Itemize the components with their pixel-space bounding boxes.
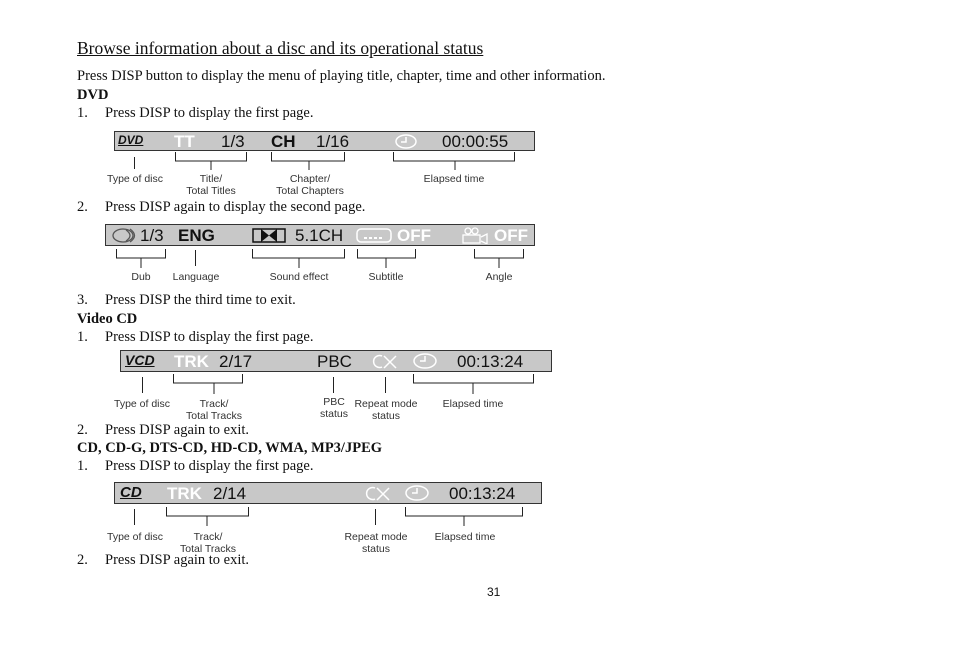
title-label-line2: Total Titles: [186, 185, 236, 197]
elapsed-time-value: 00:00:55: [442, 132, 509, 151]
step-text: Press DISP again to exit.: [105, 422, 250, 438]
trk-label: TRK: [167, 484, 202, 503]
dub-label: Dub: [131, 271, 151, 283]
language-value: ENG: [178, 226, 215, 245]
repeat-label-line2: status: [361, 543, 391, 555]
repeat-label-line1: Repeat mode: [344, 531, 408, 543]
elapsed-time-label: Elapsed time: [423, 173, 485, 185]
vcd-heading: Video CD: [77, 311, 138, 327]
step-text: Press DISP to display the first page.: [105, 105, 314, 121]
subtitle-value: OFF: [397, 226, 431, 245]
step-number: 1.: [77, 105, 88, 121]
angle-label: Angle: [485, 271, 513, 283]
step-number: 2.: [77, 552, 88, 568]
dvd-heading: DVD: [77, 87, 109, 103]
step-text: Press DISP again to exit.: [105, 552, 250, 568]
cd-step-2: [77, 552, 677, 570]
page-heading: Browse information about a disc and its operational status: [77, 38, 484, 58]
type-of-disc-label: Type of disc: [113, 398, 171, 410]
cd-heading: CD, CD-G, DTS-CD, HD-CD, WMA, MP3/JPEG: [77, 440, 383, 456]
step-text: Press DISP to display the first page.: [105, 458, 314, 474]
repeat-label-line2: status: [371, 410, 401, 422]
elapsed-time-value: 00:13:24: [449, 484, 516, 503]
elapsed-time-value: 00:13:24: [457, 352, 524, 371]
type-of-disc-label: Type of disc: [106, 173, 164, 185]
sound-effect-label: Sound effect: [269, 271, 329, 283]
step-text: Press DISP again to display the second page.: [105, 199, 366, 215]
type-of-disc-label: Type of disc: [106, 531, 164, 543]
track-label-line2: Total Tracks: [185, 410, 243, 422]
dub-value: 1/3: [140, 226, 164, 245]
subtitle-label: Subtitle: [368, 271, 404, 283]
title-value: 1/3: [221, 132, 245, 151]
step-number: 1.: [77, 329, 88, 345]
title-label-line1: Title/: [199, 173, 223, 185]
chapter-label-line2: Total Chapters: [276, 185, 344, 197]
track-label-line2: Total Tracks: [179, 543, 237, 555]
vcd-logo: VCD: [125, 352, 155, 368]
step-number: 1.: [77, 458, 88, 474]
step-number: 2.: [77, 199, 88, 215]
page-number: 31: [487, 585, 501, 599]
angle-value: OFF: [494, 226, 528, 245]
pbc-label-line2: status: [319, 408, 349, 420]
step-text: Press DISP the third time to exit.: [105, 292, 296, 308]
language-label: Language: [172, 271, 220, 283]
sound-effect-value: 5.1CH: [295, 226, 344, 245]
intro-text: Press DISP button to display the menu of playing title, chapter, time and other information.: [77, 68, 606, 84]
repeat-label-line1: Repeat mode: [354, 398, 418, 410]
step-text: Press DISP to display the first page.: [105, 329, 314, 345]
track-label-line1: Track/: [199, 398, 229, 410]
elapsed-time-label: Elapsed time: [442, 398, 504, 410]
track-value: 2/17: [219, 352, 253, 371]
step-number: 2.: [77, 422, 88, 438]
ch-label: CH: [271, 132, 296, 151]
dvd-logo: DVD: [118, 133, 144, 147]
elapsed-time-label: Elapsed time: [434, 531, 496, 543]
chapter-value: 1/16: [316, 132, 350, 151]
step-number: 3.: [77, 292, 88, 308]
pbc-label-line1: PBC: [323, 396, 345, 408]
track-label-line1: Track/: [193, 531, 223, 543]
pbc-value: PBC: [317, 352, 352, 371]
cd-logo: CD: [120, 484, 142, 501]
trk-label: TRK: [174, 352, 209, 371]
track-value: 2/14: [213, 484, 247, 503]
tt-label: TT: [174, 132, 195, 151]
chapter-label-line1: Chapter/: [289, 173, 331, 185]
